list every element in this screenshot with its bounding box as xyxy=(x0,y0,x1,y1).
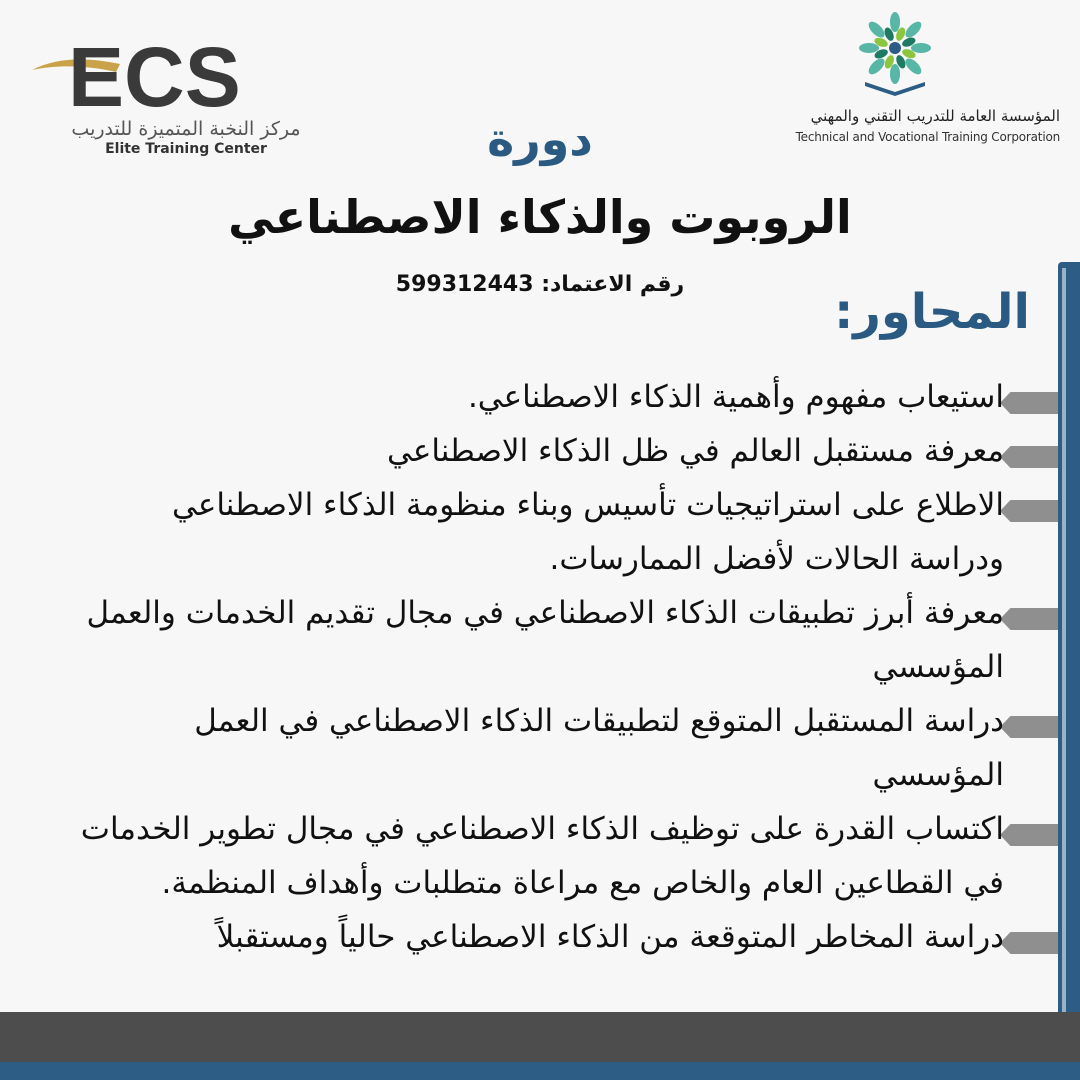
tvtc-english-name: Technical and Vocational Training Corporation xyxy=(795,130,1060,144)
list-item-text: استيعاب مفهوم وأهمية الذكاء الاصطناعي. xyxy=(467,379,1004,415)
list-item-text-continued: المؤسسي xyxy=(872,757,1004,793)
list-item-text-continued: المؤسسي xyxy=(872,649,1004,685)
footer-band-dark xyxy=(0,1012,1080,1062)
arrow-bullet-icon xyxy=(1000,500,1058,522)
list-item-text: اكتساب القدرة على توظيف الذكاء الاصطناعي في مجال تطوير الخدمات xyxy=(80,811,1004,847)
arrow-bullet-icon xyxy=(1000,932,1058,954)
axes-heading: المحاور: xyxy=(834,284,1030,340)
list-item xyxy=(0,478,1080,577)
list-item xyxy=(0,694,1080,793)
arrow-bullet-icon xyxy=(1000,446,1058,468)
arrow-bullet-icon xyxy=(1000,824,1058,846)
list-item-text: الاطلاع على استراتيجيات تأسيس وبناء منظومة الذكاء الاصطناعي xyxy=(172,487,1004,523)
arrow-bullet-icon xyxy=(1000,392,1058,414)
ecs-wordmark-icon xyxy=(30,28,280,118)
course-label: دورة xyxy=(487,112,593,166)
ecs-logo-mark xyxy=(30,28,280,118)
list-item xyxy=(0,424,1080,484)
list-item-text: دراسة المخاطر المتوقعة من الذكاء الاصطناعي حالياً ومستقبلاً xyxy=(216,919,1004,955)
ecs-english-name: Elite Training Center xyxy=(105,141,267,157)
list-item-text: دراسة المستقبل المتوقع لتطبيقات الذكاء الاصطناعي في العمل xyxy=(194,703,1004,739)
course-title: الروبوت والذكاء الاصطناعي xyxy=(228,190,852,244)
tvtc-arabic-name: المؤسسة العامة للتدريب التقني والمهني xyxy=(810,107,1060,125)
footer-band-blue xyxy=(0,1062,1080,1080)
accreditation-number: رقم الاعتماد: 599312443 xyxy=(395,272,685,297)
list-item-text-continued: ودراسة الحالات لأفضل الممارسات. xyxy=(549,541,1004,577)
list-item xyxy=(0,370,1080,430)
ecs-mark-text: ECS xyxy=(68,30,241,118)
arrow-bullet-icon xyxy=(1000,716,1058,738)
ecs-arabic-name: مركز النخبة المتميزة للتدريب xyxy=(71,118,301,140)
arrow-bullet-icon xyxy=(1000,608,1058,630)
list-item-text: معرفة مستقبل العالم في ظل الذكاء الاصطناعي xyxy=(387,433,1004,469)
list-item xyxy=(0,910,1080,970)
list-item-text-continued: في القطاعين العام والخاص مع مراعاة متطلبات وأهداف المنظمة. xyxy=(161,865,1004,901)
list-item xyxy=(0,802,1080,901)
tvtc-emblem-icon xyxy=(855,8,935,98)
list-item xyxy=(0,586,1080,685)
list-item-text: معرفة أبرز تطبيقات الذكاء الاصطناعي في مجال تقديم الخدمات والعمل xyxy=(86,595,1004,631)
